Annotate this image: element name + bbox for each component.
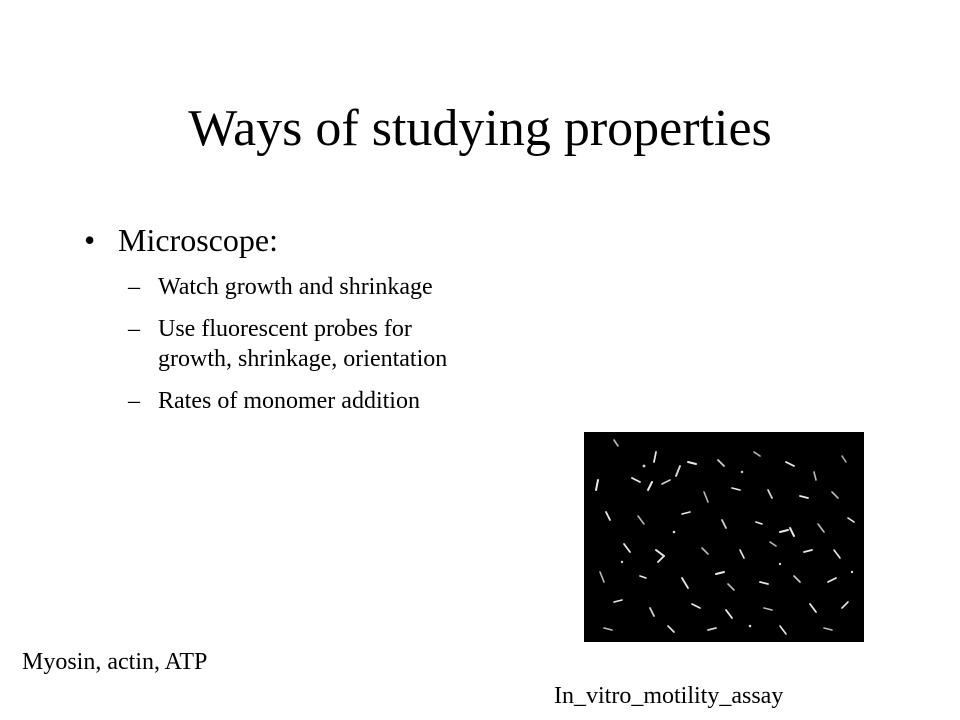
bullet-label: Microscope: [118,222,278,258]
sub-bullet-item [128,314,468,374]
sub-bullet-item [128,272,468,302]
caption-motility-assay: In_vitro_motility_assay [554,683,784,709]
micrograph-filaments [584,432,864,642]
slide-title: Ways of studying properties [188,100,772,157]
sub-bullet-item [128,386,468,416]
bullet-microscope [84,218,278,262]
bullet-marker: • [84,222,96,258]
dash-marker: – [128,274,140,300]
fluorescence-micrograph [584,432,864,642]
caption-myosin-actin-atp: Myosin, actin, ATP [22,649,208,675]
sub-bullet-text: Watch growth and shrinkage [158,274,433,300]
sub-bullet-text: Rates of monomer addition [158,388,420,414]
sub-bullet-text: Use fluorescent probes for growth, shrinkage, orientation [158,316,448,372]
dash-marker: – [128,316,140,342]
sub-bullet-list [128,272,468,428]
dash-marker: – [128,388,140,414]
